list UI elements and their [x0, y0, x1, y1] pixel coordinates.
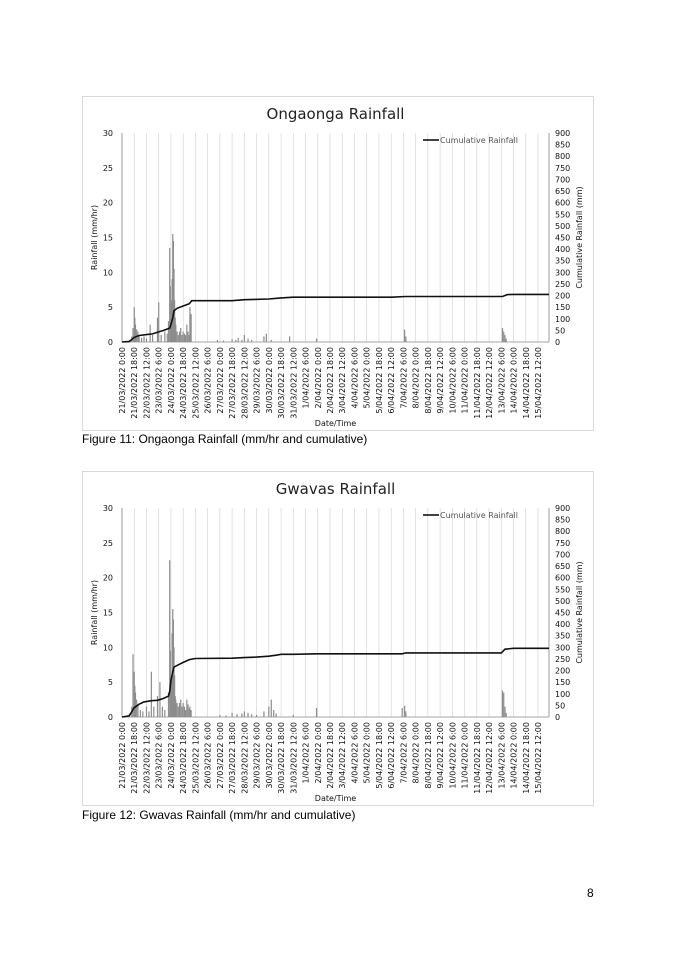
y2-tick-label: 700 — [555, 175, 571, 185]
x-tick-label: 1/04/2022 6:00 — [301, 347, 311, 409]
y2-tick-label: 600 — [555, 198, 571, 208]
rainfall-bar — [271, 340, 272, 342]
rainfall-bar — [180, 328, 181, 342]
x-tick-label: 25/03/2022 12:00 — [191, 722, 201, 794]
rainfall-bar — [176, 703, 177, 717]
ongaonga-rainfall-chart — [82, 96, 594, 431]
rainfall-bar — [167, 334, 168, 342]
rainfall-bar — [247, 339, 248, 342]
x-tick-label: 10/04/2022 6:00 — [448, 347, 458, 414]
cumulative-rainfall-line — [122, 294, 549, 342]
y2-tick-label: 900 — [555, 504, 571, 513]
x-tick-label: 23/03/2022 6:00 — [154, 347, 164, 414]
rainfall-bar — [187, 332, 188, 342]
gwavas-chart-svg — [83, 472, 595, 807]
x-tick-label: 13/04/2022 6:00 — [497, 347, 507, 414]
x-tick-label: 24/03/2022 0:00 — [166, 347, 176, 414]
x-tick-label: 8/04/2022 0:00 — [411, 722, 421, 784]
rainfall-bar — [183, 332, 184, 342]
y-tick-label: 5 — [107, 303, 113, 313]
rainfall-bar — [506, 339, 507, 342]
x-tick-label: 26/03/2022 6:00 — [203, 347, 213, 414]
y2-tick-label: 550 — [555, 210, 571, 220]
rainfall-bar — [135, 325, 136, 342]
y2-tick-label: 800 — [555, 152, 571, 162]
rainfall-bar — [153, 707, 154, 717]
x-tick-label: 27/03/2022 18:00 — [228, 722, 238, 794]
y2-tick-label: 450 — [555, 233, 571, 243]
x-tick-label: 2/04/2022 0:00 — [313, 722, 323, 784]
x-tick-label: 1/04/2022 6:00 — [301, 722, 311, 784]
y2-tick-label: 200 — [555, 291, 571, 301]
rainfall-bar — [502, 691, 503, 717]
x-tick-label: 30/03/2022 0:00 — [264, 722, 274, 789]
x-tick-label: 21/03/2022 18:00 — [130, 722, 140, 794]
x-tick-label: 28/03/2022 12:00 — [240, 722, 250, 794]
rainfall-bar — [151, 672, 152, 717]
rainfall-bar — [189, 707, 190, 717]
y2-tick-label: 600 — [555, 573, 571, 583]
rainfall-bar — [263, 336, 264, 342]
y2-tick-label: 350 — [555, 631, 571, 641]
x-tick-label: 2/04/2022 0:00 — [313, 347, 323, 409]
x-tick-label: 24/03/2022 0:00 — [166, 722, 176, 789]
y-axis-title: Rainfall (mm/hr) — [90, 579, 99, 646]
rainfall-bar — [244, 711, 245, 717]
cumulative-rainfall-line — [122, 648, 549, 717]
y2-axis-title: Cumulative Rainfall (mm) — [575, 186, 584, 289]
x-tick-label: 5/04/2022 0:00 — [362, 722, 372, 784]
rainfall-bar — [146, 707, 147, 717]
rainfall-bar — [219, 715, 220, 717]
x-tick-label: 12/04/2022 12:00 — [485, 347, 495, 419]
rainfall-bar — [404, 329, 405, 342]
rainfall-bar — [187, 704, 188, 717]
rainfall-bar — [241, 714, 242, 717]
x-tick-label: 27/03/2022 0:00 — [215, 347, 225, 414]
y2-tick-label: 50 — [555, 326, 566, 336]
rainfall-bar — [238, 338, 239, 342]
y2-tick-label: 300 — [555, 643, 571, 653]
rainfall-bar — [503, 332, 504, 342]
rainfall-bar — [232, 339, 233, 342]
y-tick-label: 25 — [102, 163, 113, 173]
rainfall-bar — [289, 336, 290, 342]
y-tick-label: 15 — [102, 608, 113, 618]
x-tick-label: 2/04/2022 18:00 — [325, 347, 335, 414]
y2-tick-label: 650 — [555, 562, 571, 572]
y-tick-label: 25 — [102, 538, 113, 548]
rainfall-bar — [139, 336, 140, 342]
rainfall-bar — [157, 696, 158, 717]
x-tick-label: 7/04/2022 6:00 — [399, 722, 409, 784]
rainfall-bar — [247, 713, 248, 717]
x-tick-label: 24/03/2022 18:00 — [179, 722, 189, 794]
legend-label: Cumulative Rainfall — [440, 511, 518, 520]
rainfall-bar — [251, 340, 252, 342]
y2-tick-label: 350 — [555, 256, 571, 266]
rainfall-bar — [256, 715, 257, 717]
rainfall-bar — [276, 714, 277, 717]
x-tick-label: 23/03/2022 6:00 — [154, 722, 164, 789]
rainfall-bar — [175, 325, 176, 342]
y2-tick-label: 500 — [555, 221, 571, 231]
rainfall-bar — [191, 314, 192, 342]
x-tick-label: 22/03/2022 12:00 — [142, 347, 152, 419]
x-tick-label: 30/03/2022 18:00 — [277, 722, 287, 794]
rainfall-bar — [162, 707, 163, 717]
y2-tick-label: 850 — [555, 515, 571, 525]
y-tick-label: 0 — [107, 713, 113, 722]
y2-tick-label: 200 — [555, 666, 571, 676]
rainfall-bar — [141, 338, 142, 342]
y2-tick-label: 900 — [555, 129, 571, 138]
y2-tick-label: 100 — [555, 314, 571, 324]
y2-tick-label: 400 — [555, 245, 571, 255]
y2-tick-label: 250 — [555, 279, 571, 289]
x-tick-label: 11/04/2022 18:00 — [472, 722, 482, 794]
y-tick-label: 15 — [102, 233, 113, 243]
x-tick-label: 28/03/2022 12:00 — [240, 347, 250, 419]
figure-12-caption: Figure 12: Gwavas Rainfall (mm/hr and cumulative) — [82, 808, 356, 822]
x-tick-label: 8/04/2022 0:00 — [411, 347, 421, 409]
x-tick-label: 3/04/2022 12:00 — [338, 347, 348, 414]
rainfall-bar — [161, 335, 162, 342]
y2-tick-label: 450 — [555, 608, 571, 618]
x-tick-label: 30/03/2022 18:00 — [277, 347, 287, 419]
x-tick-label: 4/04/2022 6:00 — [350, 722, 360, 784]
rainfall-bar — [504, 335, 505, 342]
rainfall-bar — [189, 307, 190, 342]
rainfall-bar — [152, 335, 153, 342]
rainfall-bar — [235, 340, 236, 342]
x-tick-label: 21/03/2022 0:00 — [118, 722, 127, 789]
y-tick-label: 10 — [102, 268, 113, 278]
y2-tick-label: 800 — [555, 527, 571, 537]
rainfall-bar — [185, 710, 186, 717]
y2-tick-label: 150 — [555, 678, 571, 688]
x-tick-label: 31/03/2022 12:00 — [289, 722, 299, 794]
y2-tick-label: 100 — [555, 689, 571, 699]
x-tick-label: 7/04/2022 6:00 — [399, 347, 409, 409]
y2-tick-label: 500 — [555, 596, 571, 606]
rainfall-bar — [140, 710, 141, 717]
rainfall-bar — [148, 711, 149, 717]
x-tick-label: 14/04/2022 18:00 — [521, 722, 531, 794]
rainfall-bar — [502, 328, 503, 342]
page-number: 8 — [587, 886, 594, 900]
y2-tick-label: 650 — [555, 187, 571, 197]
x-tick-label: 12/04/2022 12:00 — [485, 722, 495, 794]
rainfall-bar — [143, 336, 144, 342]
rainfall-bar — [183, 703, 184, 717]
rainfall-bar — [223, 341, 224, 342]
rainfall-bar — [271, 700, 272, 717]
rainfall-bar — [244, 335, 245, 342]
rainfall-bar — [225, 716, 226, 717]
x-tick-label: 13/04/2022 6:00 — [497, 722, 507, 789]
y2-tick-label: 300 — [555, 268, 571, 278]
y-tick-label: 20 — [102, 198, 113, 208]
x-tick-label: 27/03/2022 18:00 — [228, 347, 238, 419]
x-tick-label: 26/03/2022 6:00 — [203, 722, 213, 789]
x-tick-label: 15/04/2022 12:00 — [533, 347, 543, 419]
rainfall-bar — [186, 700, 187, 717]
rainfall-bar — [157, 318, 158, 342]
x-tick-label: 6/04/2022 12:00 — [387, 347, 397, 414]
rainfall-bar — [316, 339, 317, 342]
rainfall-bar — [146, 339, 147, 342]
x-tick-label: 9/04/2022 12:00 — [436, 722, 446, 789]
x-tick-label: 11/04/2022 0:00 — [460, 347, 470, 414]
rainfall-bar — [168, 321, 169, 342]
y2-tick-label: 0 — [555, 713, 561, 722]
rainfall-bar — [179, 703, 180, 717]
x-tick-label: 3/04/2022 12:00 — [338, 722, 348, 789]
x-tick-label: 8/04/2022 18:00 — [423, 722, 433, 789]
rainfall-bar — [503, 693, 504, 717]
rainfall-bar — [293, 715, 294, 717]
rainfall-bar — [402, 708, 403, 717]
x-tick-label: 25/03/2022 12:00 — [191, 347, 201, 419]
x-tick-label: 14/04/2022 0:00 — [509, 722, 519, 789]
rainfall-bar — [164, 332, 165, 342]
y2-tick-label: 700 — [555, 550, 571, 560]
y-axis-title: Rainfall (mm/hr) — [90, 204, 99, 271]
rainfall-bar — [186, 325, 187, 342]
rainfall-bar — [181, 707, 182, 717]
rainfall-bar — [184, 334, 185, 342]
rainfall-bar — [132, 328, 133, 342]
rainfall-bar — [176, 332, 177, 342]
x-tick-label: 21/03/2022 0:00 — [118, 347, 127, 414]
x-tick-label: 2/04/2022 18:00 — [325, 722, 335, 789]
y2-tick-label: 400 — [555, 620, 571, 630]
y2-tick-label: 250 — [555, 654, 571, 664]
x-tick-label: 27/03/2022 0:00 — [215, 722, 225, 789]
rainfall-bar — [232, 713, 233, 717]
y-tick-label: 30 — [102, 129, 113, 138]
rainfall-bar — [179, 332, 180, 342]
y-tick-label: 20 — [102, 573, 113, 583]
x-tick-label: 24/03/2022 18:00 — [179, 347, 189, 419]
x-tick-label: 10/04/2022 6:00 — [448, 722, 458, 789]
x-tick-label: 5/04/2022 18:00 — [374, 722, 384, 789]
x-axis-title: Date/Time — [314, 794, 357, 803]
gwavas-rainfall-chart — [82, 471, 594, 806]
x-tick-label: 21/03/2022 18:00 — [130, 347, 140, 419]
rainfall-bar — [164, 710, 165, 717]
rainfall-bar — [404, 706, 405, 717]
x-tick-label: 5/04/2022 0:00 — [362, 347, 372, 409]
rainfall-bar — [251, 714, 252, 717]
chart-title: Gwavas Rainfall — [275, 480, 396, 498]
x-tick-label: 30/03/2022 0:00 — [264, 347, 274, 414]
rainfall-bar — [268, 707, 269, 717]
ongaonga-chart-svg — [83, 97, 595, 432]
rainfall-bar — [136, 700, 137, 717]
x-tick-label: 5/04/2022 18:00 — [374, 347, 384, 414]
rainfall-bar — [236, 714, 237, 717]
rainfall-bar — [191, 710, 192, 717]
x-tick-label: 11/04/2022 0:00 — [460, 722, 470, 789]
x-tick-label: 22/03/2022 12:00 — [142, 722, 152, 794]
rainfall-bar — [181, 335, 182, 342]
y2-tick-label: 150 — [555, 303, 571, 313]
rainfall-bar — [178, 707, 179, 717]
rainfall-bar — [137, 704, 138, 717]
rainfall-bar — [142, 711, 143, 717]
rainfall-bar — [175, 700, 176, 717]
rainfall-bar — [316, 708, 317, 717]
rainfall-bar — [506, 713, 507, 717]
y-tick-label: 10 — [102, 643, 113, 653]
rainfall-bar — [263, 711, 264, 717]
figure-11-caption: Figure 11: Ongaonga Rainfall (mm/hr and cumulative) — [82, 432, 368, 446]
x-tick-label: 4/04/2022 6:00 — [350, 347, 360, 409]
rainfall-bar — [184, 707, 185, 717]
rainfall-bar — [185, 335, 186, 342]
rainfall-bar — [405, 711, 406, 717]
rainfall-bar — [180, 700, 181, 717]
x-tick-label: 6/04/2022 12:00 — [387, 722, 397, 789]
y2-tick-label: 550 — [555, 585, 571, 595]
y-tick-label: 5 — [107, 678, 113, 688]
x-axis-title: Date/Time — [314, 419, 357, 428]
chart-title: Ongaonga Rainfall — [266, 105, 405, 123]
rainfall-bar — [158, 302, 159, 342]
x-tick-label: 15/04/2022 12:00 — [533, 722, 543, 794]
y2-tick-label: 750 — [555, 163, 571, 173]
y-tick-label: 30 — [102, 504, 113, 513]
x-tick-label: 8/04/2022 18:00 — [423, 347, 433, 414]
rainfall-bar — [504, 707, 505, 717]
rainfall-bar — [150, 325, 151, 342]
rainfall-bar — [266, 334, 267, 342]
legend-label: Cumulative Rainfall — [440, 136, 518, 145]
rainfall-bar — [241, 340, 242, 342]
x-tick-label: 31/03/2022 12:00 — [289, 347, 299, 419]
x-tick-label: 29/03/2022 6:00 — [252, 722, 262, 789]
y-tick-label: 0 — [107, 338, 113, 347]
x-tick-label: 11/04/2022 18:00 — [472, 347, 482, 419]
rainfall-bar — [405, 336, 406, 342]
x-tick-label: 14/04/2022 18:00 — [521, 346, 531, 419]
x-tick-label: 29/03/2022 6:00 — [252, 347, 262, 414]
y2-tick-label: 750 — [555, 538, 571, 548]
y2-tick-label: 850 — [555, 140, 571, 150]
x-tick-label: 14/04/2022 0:00 — [509, 347, 519, 414]
x-tick-label: 9/04/2022 12:00 — [436, 347, 446, 414]
y2-axis-title: Cumulative Rainfall (mm) — [575, 561, 584, 664]
rainfall-bar — [273, 710, 274, 717]
y2-tick-label: 0 — [555, 338, 561, 347]
y2-tick-label: 50 — [555, 701, 566, 711]
rainfall-bar — [217, 340, 218, 342]
rainfall-bar — [135, 693, 136, 717]
rainfall-bar — [178, 335, 179, 342]
